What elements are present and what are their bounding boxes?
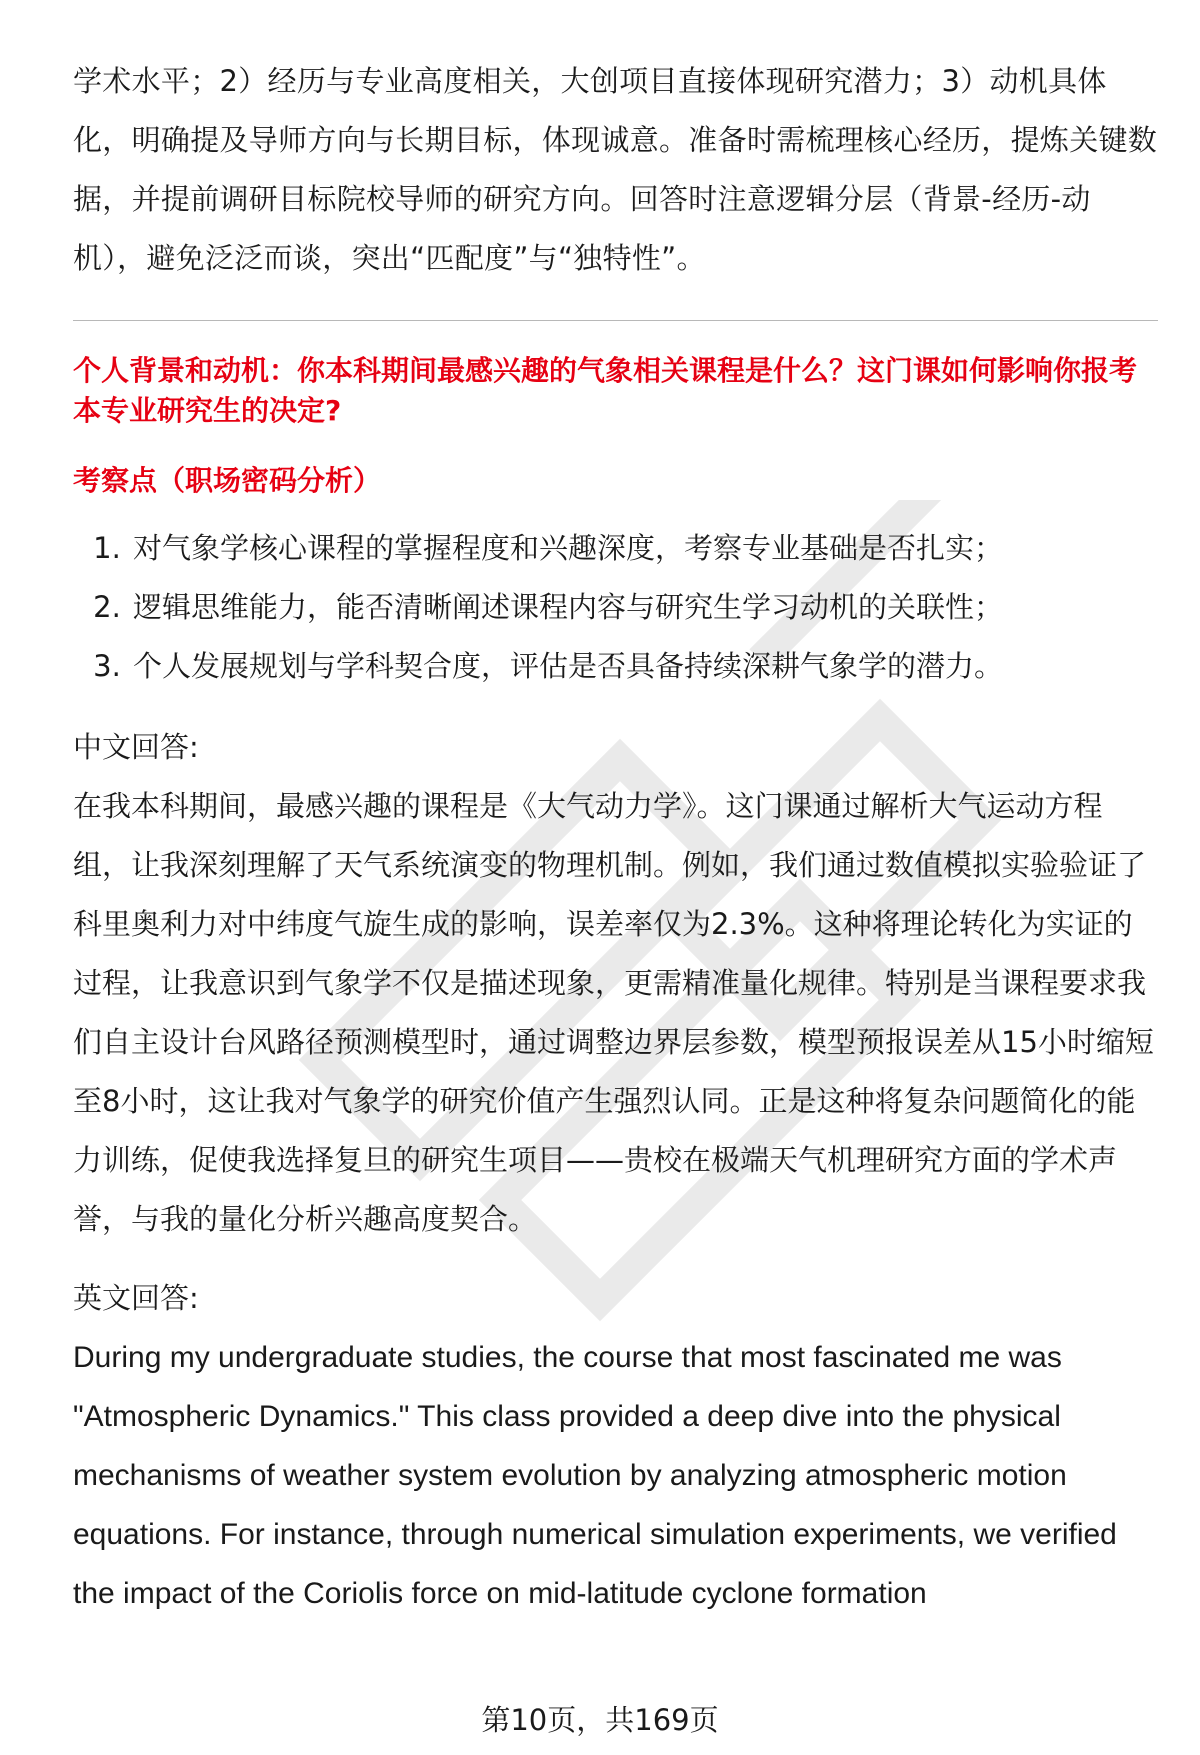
english-answer-label: 英文回答: <box>73 1281 199 1315</box>
page-number-footer: 第10页，共169页 <box>481 1703 719 1737</box>
list-item-number: 1. <box>93 531 121 565</box>
list-item-text: 个人发展规划与学科契合度，评估是否具备持续深耕气象学的潜力。 <box>133 649 1004 683</box>
list-item-number: 3. <box>93 649 121 683</box>
focus-title: 考察点（职场密码分析） <box>73 464 382 497</box>
section-divider <box>73 320 1158 321</box>
list-item-number: 2. <box>93 590 121 624</box>
page-content <box>73 52 1158 1623</box>
chinese-answer-text: 在我本科期间，最感兴趣的课程是《大气动力学》。这门课通过解析大气运动方程组，让我深刻理解了天气系统演变的物理机制。例如，我们通过数值模拟实验验证了科里奥利力对中纬度气旋生成的影响，误差率仅为2.3%。这种将理论转化为实证的过程，让我意识到气象学不仅是描述现象，更需精准量化规律。特别是当课程要求我们自主设计台风路径预测模型时，通过调整边界层参数，模型预报误差从15小时缩短至8小时，这让我对气象学的研究价值产生强烈认同。正是这种将复杂问题简化的能力训练，促使我选择复旦的研究生项目——贵校在极端天气机理研究方面的学术声誉，与我的量化分析兴趣高度契合。 <box>73 789 1154 1236</box>
list-item-text: 逻辑思维能力，能否清晰阐述课程内容与研究生学习动机的关联性； <box>133 590 1004 624</box>
chinese-answer-label: 中文回答: <box>73 730 199 764</box>
list-item <box>73 637 1158 696</box>
list-item-text: 对气象学核心课程的掌握程度和兴趣深度，考察专业基础是否扎实； <box>133 531 1004 565</box>
english-answer-text: During my undergraduate studies, the course that most fascinated me was "Atmospheric Dynamics." This class provided a deep dive into the physical mechanisms of weather system evolution by analyzing atmospheric motion equations. For instance, through numerical simulation experiments, we verified the impact of the Coriolis force on mid-latitude cyclone formation <box>73 1341 1117 1610</box>
question-heading: 个人背景和动机：你本科期间最感兴趣的气象相关课程是什么？这门课如何影响你报考本专业研究生的决定? <box>73 354 1138 427</box>
list-item <box>73 519 1158 578</box>
intro-paragraph: 学术水平；2）经历与专业高度相关，大创项目直接体现研究潜力；3）动机具体化，明确提及导师方向与长期目标，体现诚意。准备时需梳理核心经历，提炼关键数据，并提前调研目标院校导师的研究方向。回答时注意逻辑分层（背景-经历-动机），避免泛泛而谈，突出“匹配度”与“独特性”。 <box>73 64 1158 275</box>
focus-points-list <box>73 519 1158 696</box>
list-item <box>73 578 1158 637</box>
